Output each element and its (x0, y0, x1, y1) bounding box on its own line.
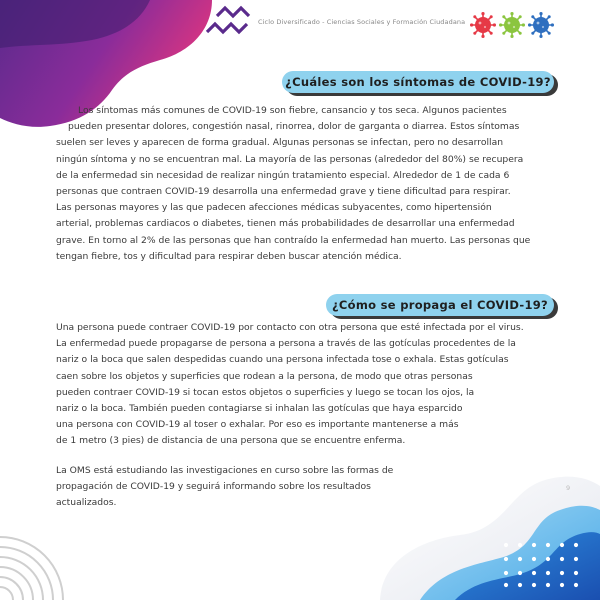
page-number: 9 (566, 484, 571, 492)
text-line: pueden contraer COVID-19 si tocan estos objetos o superficies y luego se tocan los ojos, la (56, 386, 475, 398)
blue-virus-icon (528, 12, 554, 38)
text-line: tengan fiebre, tos y dificultad para respirar deben buscar atención médica. (56, 250, 402, 262)
paragraph-spread (56, 320, 548, 450)
text-line: grave. En torno al 2% de las personas que han contraído la enfermedad han muerto. Las personas que (56, 234, 531, 246)
text-line: una persona con COVID-19 al toser o exhalar. Por eso es importante mantenerse a más (56, 419, 459, 431)
text-line: de 1 metro (3 pies) de distancia de una persona que se encuentre enferma. (56, 435, 406, 447)
green-virus-icon (499, 12, 525, 38)
decorative-dot-grid (500, 539, 584, 589)
text-line: propagación de COVID-19 y seguirá informando sobre los resultados (56, 481, 371, 493)
text-line: La enfermedad puede propagarse de persona a persona a través de las gotículas procedentes de la (56, 338, 516, 350)
text-line: suelen ser leves y aparecen de forma gradual. Algunas personas se infectan, pero no desarrollan (56, 137, 504, 149)
heading-symptoms: ¿Cuáles son los síntomas de COVID-19? (282, 71, 554, 93)
text-line: pueden presentar dolores, congestión nasal, rinorrea, dolor de garganta o diarrea. Estos síntomas (68, 121, 520, 133)
paragraph-symptoms (56, 103, 548, 265)
text-line: ningún síntoma y no se encuentran mal. La mayoría de las personas (alrededor del 80%) se recupera (56, 153, 524, 165)
text-line: caen sobre los objetos y superficies que rodean a la persona, de modo que otras personas (56, 370, 473, 382)
text-line: La OMS está estudiando las investigaciones en curso sobre las formas de (56, 465, 394, 476)
text-line: de la enfermedad sin necesidad de realizar ningún tratamiento especial. Alrededor de 1 de cada 6 (56, 169, 510, 181)
heading-spread: ¿Cómo se propaga el COVID-19? (326, 294, 554, 316)
text-line: Las personas mayores y las que padecen afecciones médicas subyacentes, como hipertensión (56, 202, 492, 214)
text-line: arterial, problemas cardiacos o diabetes, tienen más probabilidades de desarrollar una enfermedad (56, 218, 515, 230)
text-line: Una persona puede contraer COVID-19 por contacto con otra persona que esté infectada por el virus. (56, 322, 524, 333)
text-line: actualizados. (56, 497, 117, 509)
red-virus-icon (470, 12, 496, 38)
course-header: Ciclo Diversificado - Ciencias Sociales y Formación Ciudadana (258, 18, 466, 26)
decorative-arcs (0, 525, 95, 600)
text-line: Los síntomas más comunes de COVID-19 son fiebre, cansancio y tos seca. Algunos pacientes (78, 105, 507, 116)
text-line: nariz o la boca que salen despedidas cuando una persona infectada tose o exhala. Estas gotículas (56, 354, 509, 366)
text-line: personas que contraen COVID-19 desarrolla una enfermedad grave y tiene dificultad para respirar. (56, 186, 511, 198)
decorative-zigzag (205, 2, 253, 36)
text-line: nariz o la boca. También pueden contagiarse si inhalan las gotículas que haya esparcido (56, 403, 463, 415)
